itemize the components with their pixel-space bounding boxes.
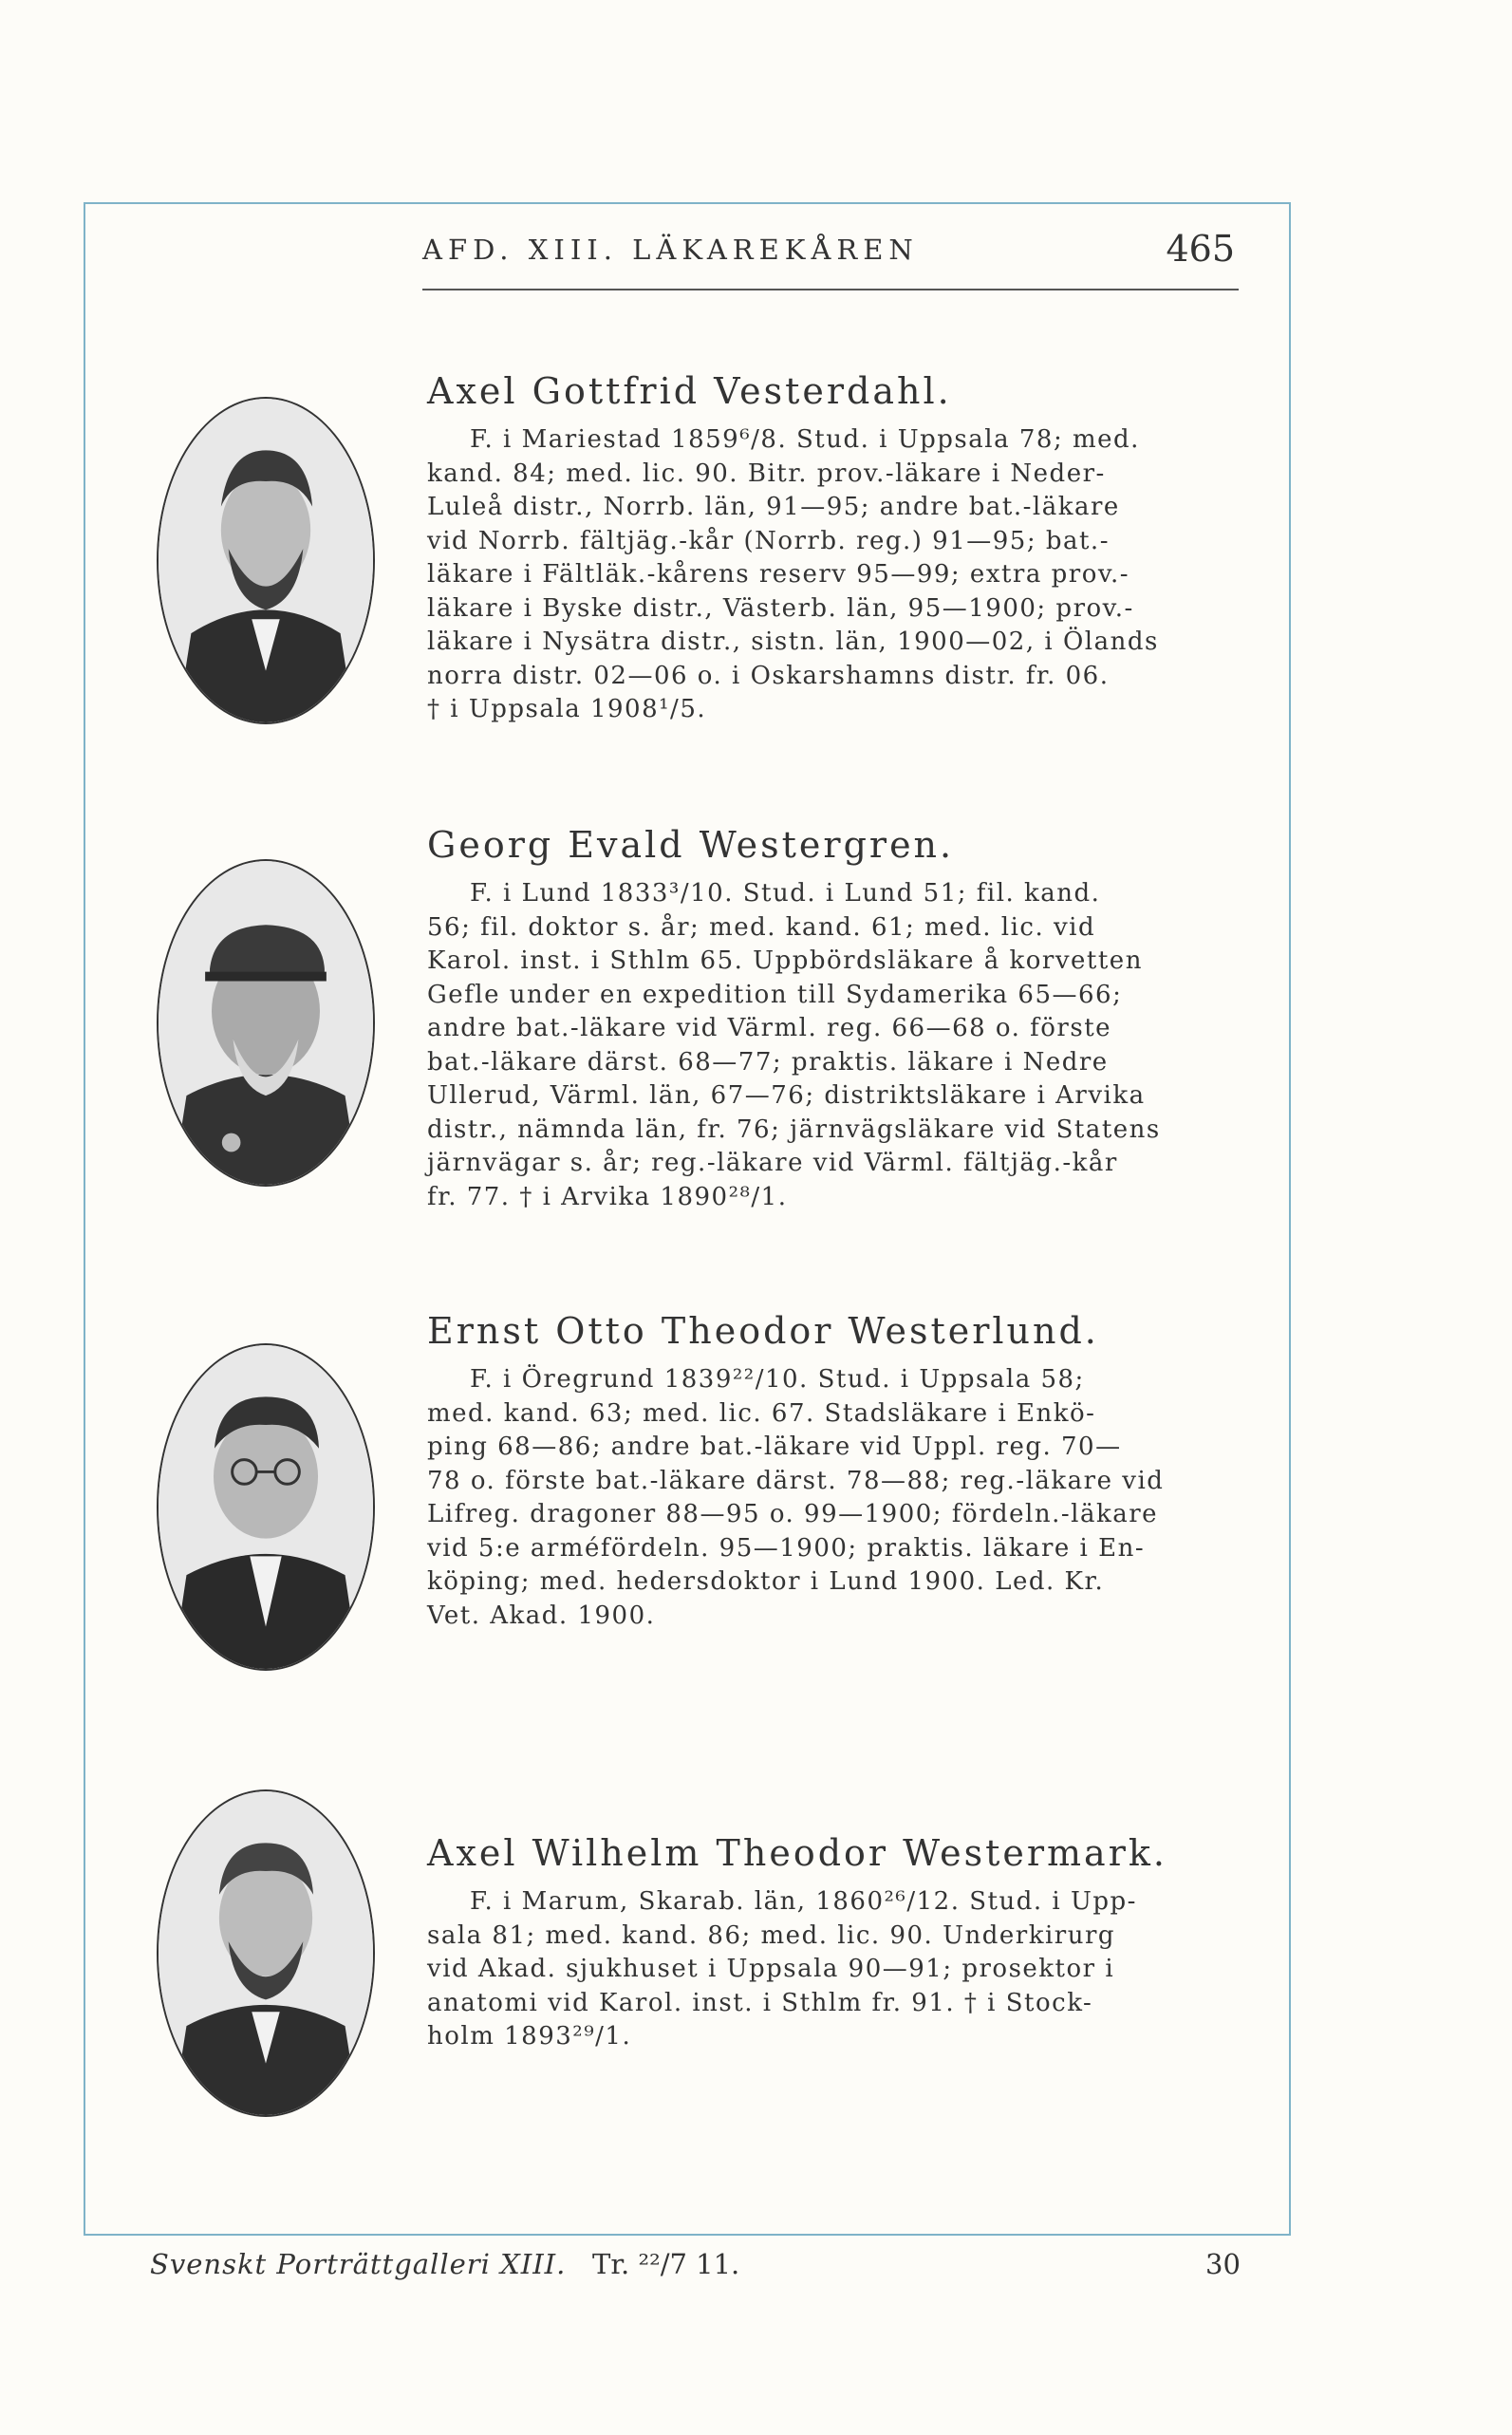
bio-line: läkare i Nysätra distr., sistn. län, 1900—02, i Ölands [427,627,1159,656]
bio-line: läkare i Byske distr., Västerb. län, 95—1900; prov.- [427,593,1134,623]
bio-line: fr. 77. † i Arvika 1890²⁸/1. [427,1182,788,1211]
bio-line: vid Akad. sjukhuset i Uppsala 90—91; prosektor i [427,1955,1115,1983]
entry-westermark [427,1832,1243,2054]
bio-line: ping 68—86; andre bat.-läkare vid Uppl. reg. 70— [427,1433,1122,1461]
bio-line: bat.-läkare därst. 68—77; praktis. läkare i Nedre [427,1047,1109,1077]
bio-line: vid Norrb. fältjäg.-kår (Norrb. reg.) 91—95; bat.- [427,526,1110,555]
bio-line: läkare i Fältläk.-kårens reserv 95—99; extra prov.- [427,560,1130,589]
publication-title: Svenskt Porträttgalleri XIII. [150,2248,567,2280]
entry-name: Axel Gottfrid Vesterdahl. [427,370,952,412]
bio-line: F. i Öregrund 1839²²/10. Stud. i Uppsala 58; [470,1365,1085,1394]
bio-line: sala 81; med. kand. 86; med. lic. 90. Underkirurg [427,1920,1116,1950]
bio-line: järnvägar s. år; reg.-läkare vid Värml. fältjäg.-kår [427,1149,1118,1177]
entry-biography [427,1885,1243,2054]
bio-line: vid 5:e arméfördeln. 95—1900; praktis. läkare i En- [427,1533,1146,1563]
bio-line: F. i Mariestad 1859⁶/8. Stud. i Uppsala 78; med. [470,425,1140,454]
entry-name: Georg Evald Westergren. [427,824,955,866]
page-number: 465 [1166,228,1235,270]
bio-line: 56; fil. doktor s. år; med. kand. 61; med. lic. vid [427,912,1096,942]
entry-westerlund [427,1310,1243,1633]
bio-line: köping; med. hedersdoktor i Lund 1900. Led. Kr. [427,1567,1105,1596]
bio-line: F. i Lund 1833³/10. Stud. i Lund 51; fil. kand. [470,879,1101,908]
bio-line: anatomi vid Karol. inst. i Sthlm fr. 91. † i Stock- [427,1988,1093,2017]
entry-name: Ernst Otto Theodor Westerlund. [427,1310,1099,1352]
running-head [422,228,1239,290]
bio-line: F. i Marum, Skarab. län, 1860²⁶/12. Stud. i Upp- [470,1887,1137,1916]
entry-name: Axel Wilhelm Theodor Westermark. [427,1832,1167,1874]
print-mark: Tr. ²²/7 11. [592,2248,740,2280]
bio-line: distr., nämnda län, fr. 76; järnvägsläkare vid Statens [427,1114,1161,1144]
entry-biography [427,1363,1243,1633]
bio-line: † i Uppsala 1908¹/5. [427,695,707,723]
portrait-westermark [157,1789,375,2117]
bio-line: holm 1893²⁹/1. [427,2022,632,2051]
bio-line: Karol. inst. i Sthlm 65. Uppbördsläkare å korvetten [427,946,1143,975]
bio-line: Vet. Akad. 1900. [427,1601,656,1630]
entry-westergren [427,824,1243,1214]
entry-vesterdahl [427,370,1243,727]
bio-line: Ullerud, Värml. län, 67—76; distriktsläkare i Arvika [427,1081,1146,1110]
portrait-westergren [157,859,375,1187]
entry-biography [427,877,1243,1214]
bio-line: med. kand. 63; med. lic. 67. Stadsläkare i Enkö- [427,1398,1096,1428]
portrait-westerlund [157,1343,375,1671]
entry-biography [427,423,1243,727]
section-title: AFD. XIII. LÄKAREKÅREN [422,234,919,266]
bio-line: norra distr. 02—06 o. i Oskarshamns distr. fr. 06. [427,661,1110,690]
bio-line: andre bat.-läkare vid Värml. reg. 66—68 o. förste [427,1014,1112,1042]
footer-imprint [150,2248,739,2280]
bio-line: Gefle under en expedition till Sydamerika 65—66; [427,980,1123,1009]
bio-line: 78 o. förste bat.-läkare därst. 78—88; reg.-läkare vid [427,1466,1165,1495]
signature-mark: 30 [1205,2248,1241,2280]
bio-line: Lifreg. dragoner 88—95 o. 99—1900; fördeln.-läkare [427,1500,1159,1528]
bio-line: kand. 84; med. lic. 90. Bitr. prov.-läkare i Neder- [427,459,1106,488]
portrait-vesterdahl [157,397,375,724]
bio-line: Luleå distr., Norrb. län, 91—95; andre bat.-läkare [427,493,1120,521]
